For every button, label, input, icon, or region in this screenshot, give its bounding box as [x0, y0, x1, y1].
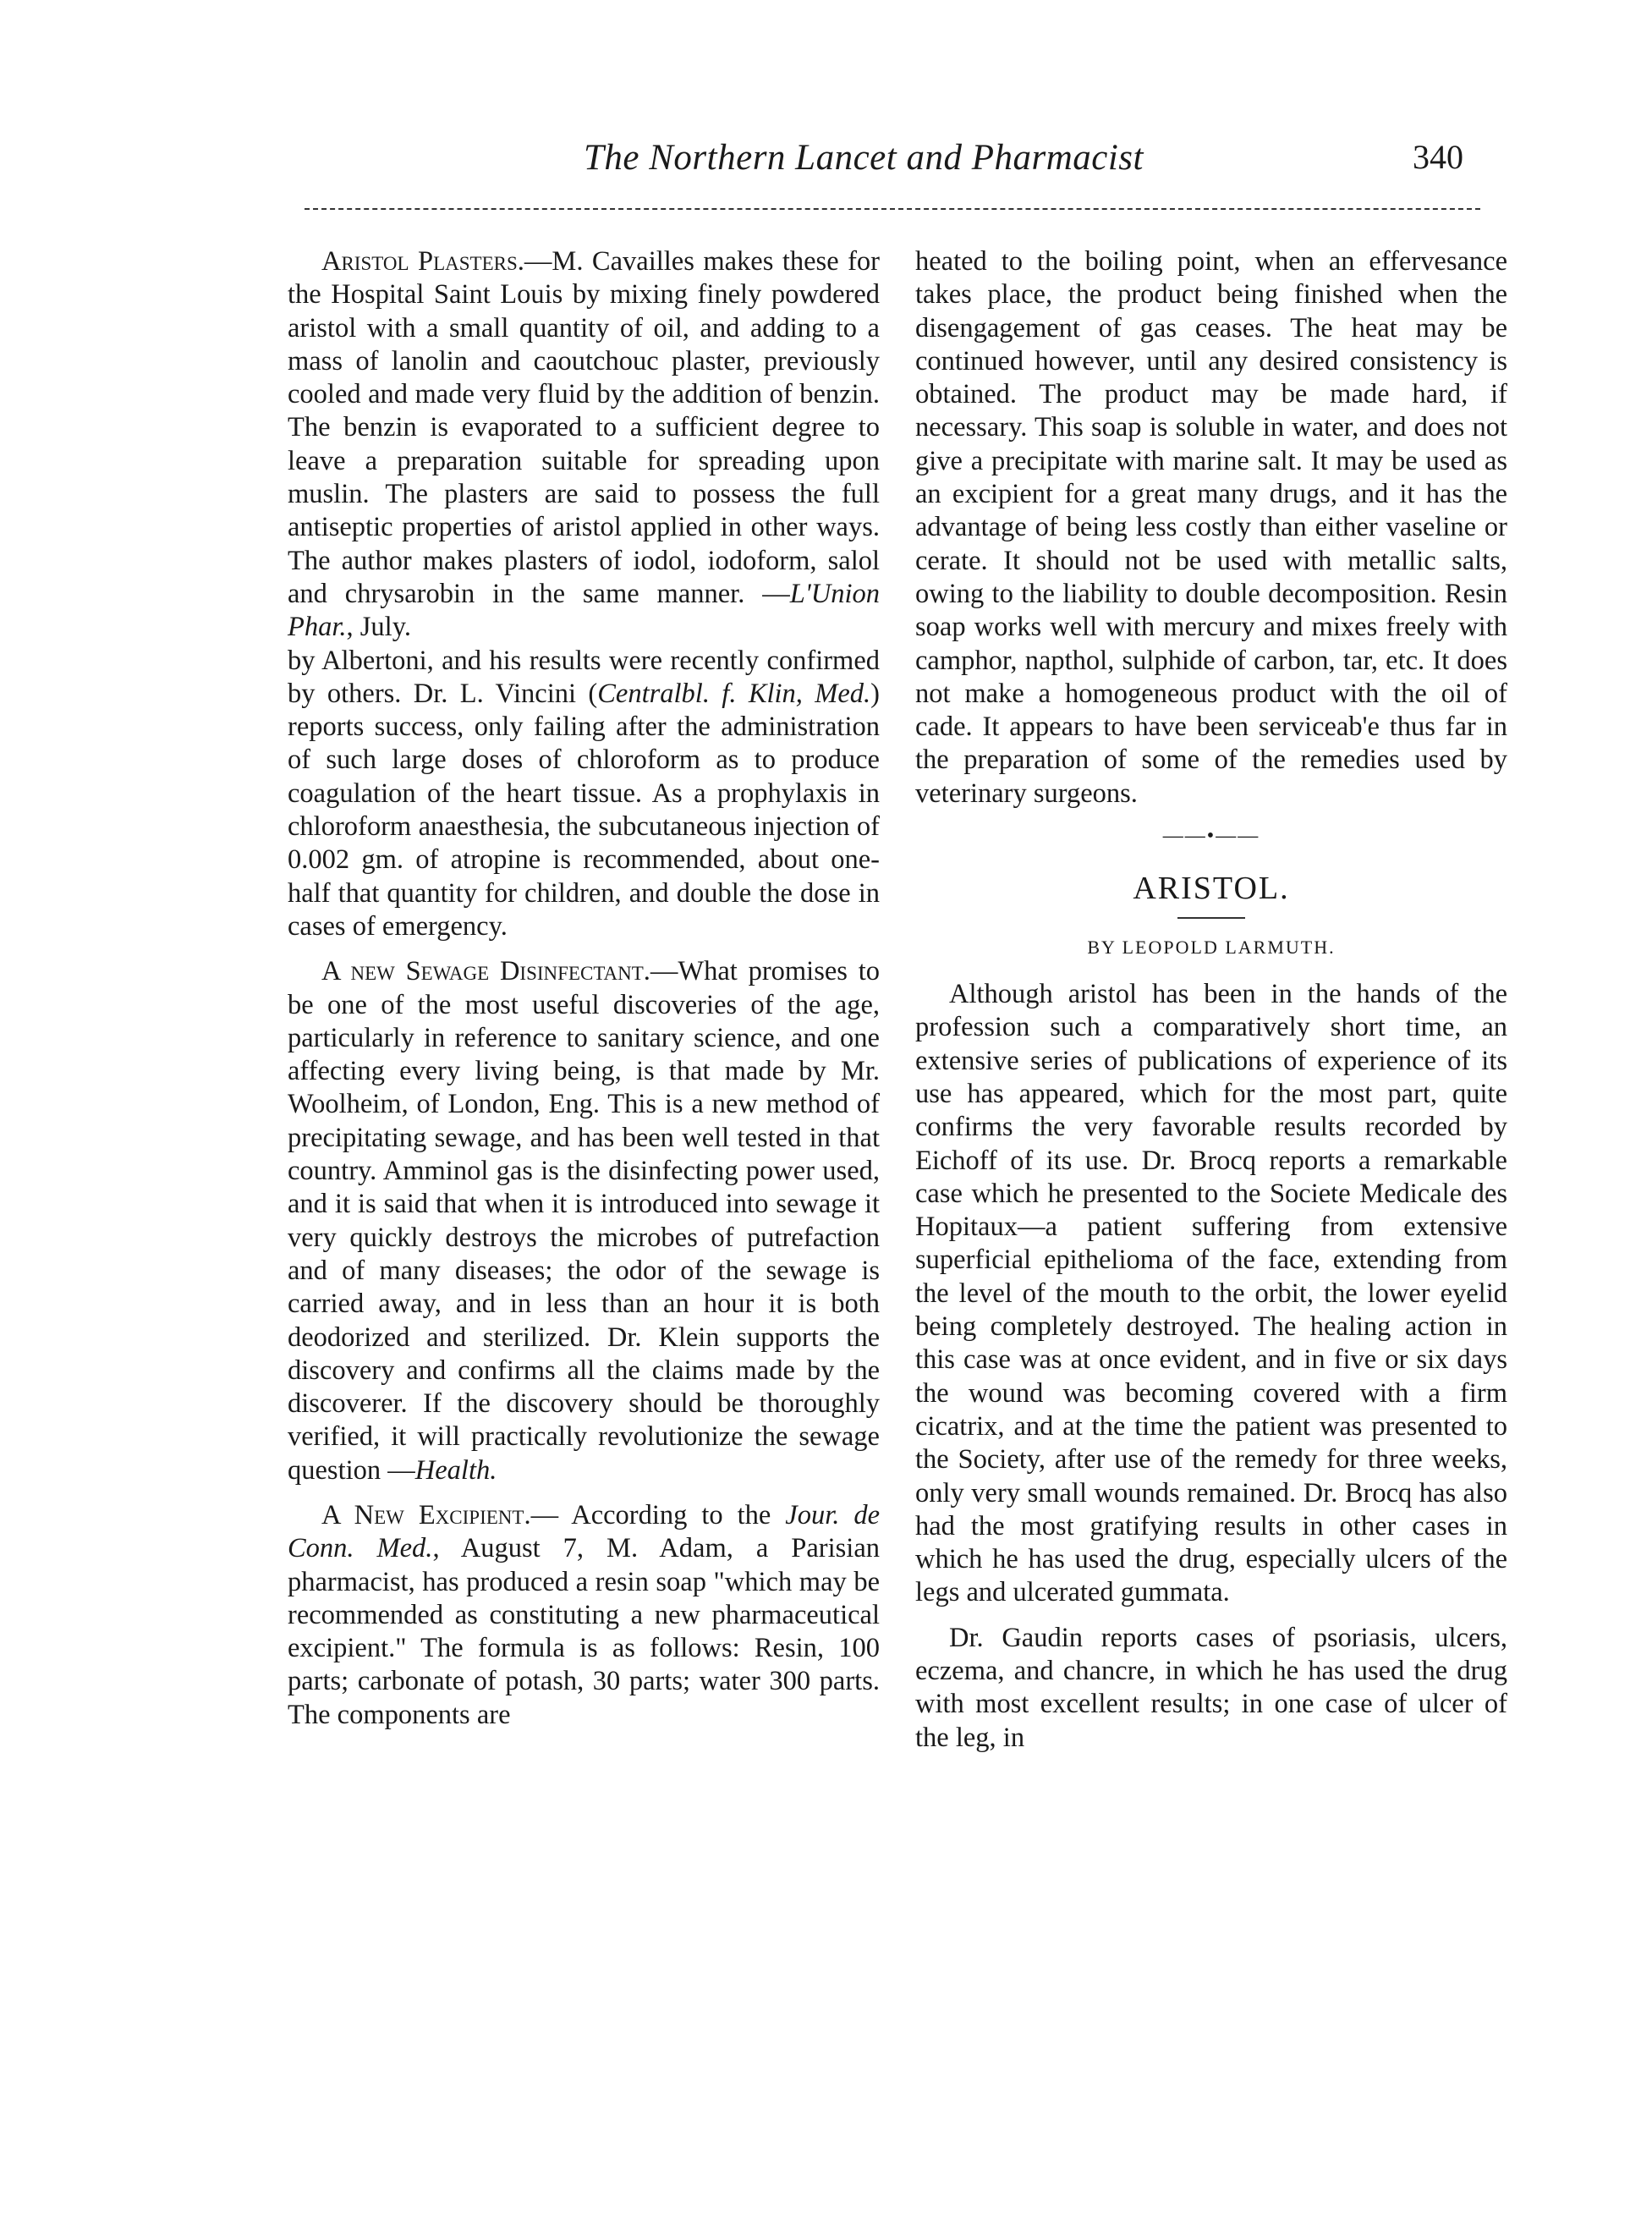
continuation-body-1: by Albertoni, and his results were recently confirmed by others. Dr. L. Vincini ( — [288, 645, 880, 709]
excipient-heading: A New Excipient. — [321, 1499, 531, 1530]
excipient-body-2: , August 7, M. Adam, a Parisian pharmacist, has produced a resin soap "which may be recommended as constituting a new pharmaceutical excipient." The formula is as follows: Resin, 100 parts; carbonate of potash, 30 parts; water 300 parts. The components are — [288, 1533, 880, 1730]
header-divider — [305, 208, 1480, 210]
aristol-plasters-tail: , July. — [346, 612, 411, 643]
aristol-plasters-heading: Aristol Plasters. — [321, 246, 524, 277]
excipient-citation: Jour. de Conn. Med. — [288, 1499, 880, 1564]
excipient-continued-paragraph: heated to the boiling point, when an effervesance takes place, the product being finished when the disengagement of gas ceases. The heat may be continued however, until any desired consistency is obtained. The product may be made hard, if necessary. This soap is soluble in water, and does not give a precipitate with marine salt. It may be used as an excipient for a great many drugs, and it has the advantage of being less costly than either vaseline or cerate. It should not be used with metallic salts, owing to the liability to double decomposition. Resin soap works well with mercury and mixes freely with camphor, napthol, sulphide of carbon, tar, etc. It does not make a homogeneous product with the oil of cade. It appears to have been serviceab'e thus far in the preparation of some of the remedies used by veterinary surgeons. — [915, 246, 1507, 809]
excipient-body-1: — According to the — [530, 1499, 786, 1530]
aristol-paragraph-2: Dr. Gaudin reports cases of psoriasis, ulcers, eczema, and chancre, in which he has used the drug with most excellent results; in one case of ulcer of the leg, in — [915, 1622, 1507, 1753]
right-column — [915, 245, 1507, 1755]
continuation-body-2: ) reports success, only failing after the administration of such large doses of chloroform as to produce coagulation of the heart tissue. As a prophylaxis in chloroform anaesthesia, the subcutaneous injection of 0.002 gm. of atropine is recommended, about one-half that quantity for children, and double the dose in cases of emergency. — [288, 678, 880, 942]
article-title: ARISTOL. — [1133, 871, 1290, 907]
excipient-paragraph — [288, 1499, 880, 1732]
aristol-paragraph-1: Although aristol has been in the hands of the profession such a comparatively short time, an extensive series of publications of experience of its use has appeared, which for the most part, quite confirms the very favorable results recorded by Eichoff of its use. Dr. Brocq reports a remarkable case which he presented to the Societe Medicale des Hopitaux—a patient suffering from extensive superficial epithelioma of the face, extending from the level of the mouth to the orbit, the lower eyelid being completely destroyed. The healing action in this case was at once evident, and in five or six days the wound was becoming covered with a firm cicatrix, and at the time the patient was presented to the Society, after use of the remedy for three weeks, only very small wounds remained. Dr. Brocq has also had the most gratifying results in other cases in which he has used the drug, especially ulcers of the legs and ulcerated gummata. — [915, 979, 1507, 1608]
journal-title: The Northern Lancet and Pharmacist — [584, 138, 1144, 178]
sewage-citation: Health. — [414, 1454, 497, 1486]
title-rule — [1177, 917, 1245, 919]
continuation-citation: Centralbl. f. Klin, Med. — [597, 678, 871, 709]
continuation-paragraph — [288, 645, 880, 944]
left-column — [288, 245, 880, 1732]
aristol-plasters-paragraph — [288, 245, 880, 645]
aristol-plasters-citation: L'Union Phar. — [288, 578, 880, 643]
sewage-paragraph — [288, 955, 880, 1487]
aristol-plasters-body: —M. Cavailles makes these for the Hospital Saint Louis by mixing finely powdered aristol with a small quantity of oil, and adding to a mass of lanolin and caoutchouc plaster, previously cooled and made very fluid by the addition of benzin. The benzin is evaporated to a sufficient degree to leave a preparation suitable for spreading upon muslin. The plasters are said to possess the full antiseptic properties of aristol applied in other ways. The author makes plasters of iodol, iodoform, salol and chrysarobin in the same manner. — — [288, 246, 880, 609]
sewage-body: —What promises to be one of the most useful discoveries of the age, particularly in reference to sanitary science, and one affecting every living being, is that made by Mr. Woolheim, of London, Eng. This is a new method of precipitating sewage, and has been well tested in that country. Amminol gas is the disinfecting power used, and it is said that when it is introduced into sewage it very quickly destroys the microbes of putrefaction and of many diseases; the odor of the sewage is carried away, and in less than an hour it is both deodorized and sterilized. Dr. Klein supports the discovery and confirms all the claims made by the discoverer. If the discovery should be thoroughly verified, it will practically revolutionize the sewage question — — [288, 956, 880, 1486]
article-byline: BY LEOPOLD LARMUTH. — [1087, 937, 1336, 959]
running-head — [279, 137, 1463, 188]
page-number: 340 — [1413, 138, 1463, 176]
sewage-heading: A new Sewage Disinfectant. — [321, 956, 650, 987]
section-ornament: ——•—— — [1162, 825, 1260, 848]
